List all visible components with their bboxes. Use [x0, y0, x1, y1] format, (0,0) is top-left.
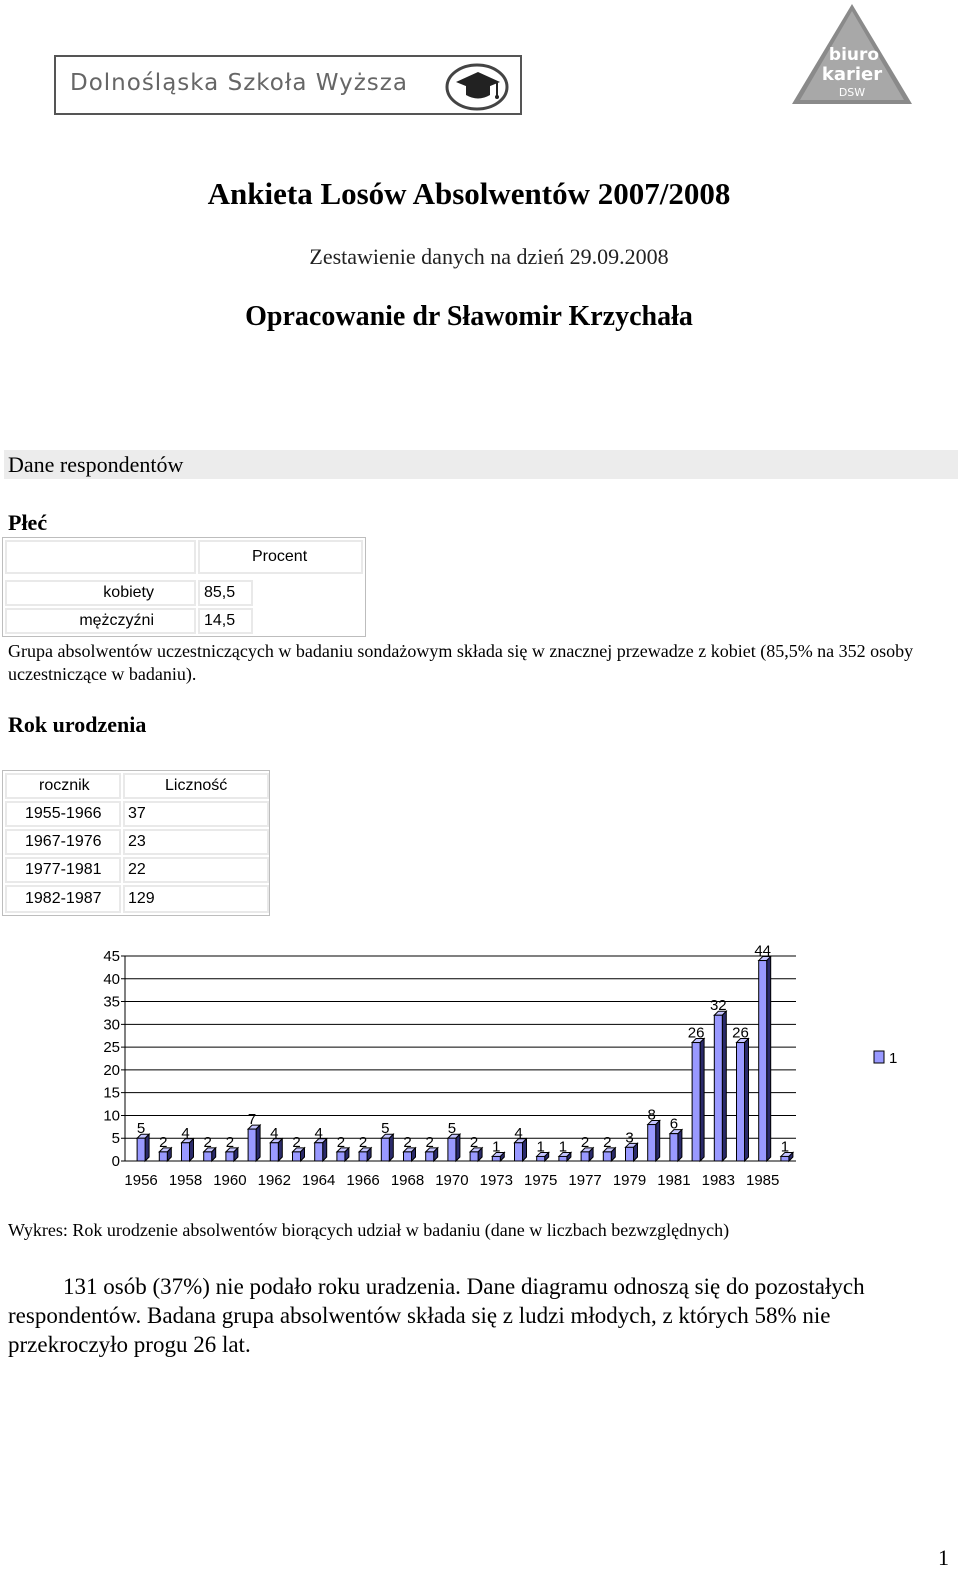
bar-value-label: 32 [709, 997, 727, 1015]
bar-side [745, 1039, 749, 1161]
bar-value-label: 44 [754, 942, 772, 960]
bar [248, 1129, 256, 1161]
bar-value-label: 2 [336, 1133, 346, 1151]
gender-column-header: Procent [252, 548, 308, 565]
bar-value-label: 5 [381, 1120, 390, 1138]
x-tick-label: 1983 [701, 1172, 735, 1189]
bar [137, 1138, 145, 1161]
bar-side [323, 1139, 327, 1161]
bar [626, 1147, 634, 1161]
bar-value-label: 2 [159, 1133, 168, 1151]
bar-value-label: 2 [580, 1133, 590, 1151]
x-tick-label: 1958 [168, 1172, 203, 1189]
table-row-value [123, 801, 269, 827]
bar-side [678, 1130, 682, 1161]
bar-value-label: 4 [270, 1124, 279, 1142]
bar-side [523, 1139, 527, 1161]
table-row-label [5, 608, 196, 634]
table-row-label [5, 829, 121, 855]
bar [159, 1152, 167, 1161]
date-line: Zestawienie danych na dzień 29.09.2008 [309, 244, 669, 269]
bar-value-label: 8 [647, 1106, 656, 1124]
table-row-value [198, 580, 253, 606]
bar-value-label: 2 [603, 1133, 612, 1151]
bar [692, 1043, 700, 1161]
birth-year-table [2, 770, 270, 916]
school-name: Dolnośląska Szkoła Wyższa [70, 70, 408, 96]
x-tick-label: 1968 [390, 1172, 425, 1189]
birth-year-chart [96, 938, 916, 1200]
bar-value-label: 3 [625, 1129, 634, 1147]
birth-year-heading: Rok urodzenia [8, 712, 147, 737]
legend-label: 1 [889, 1050, 898, 1067]
bar [448, 1138, 456, 1161]
birth-row-label: 1955-1966 [25, 805, 102, 822]
table-header-empty [5, 540, 196, 574]
bar-side [700, 1039, 704, 1161]
y-tick-label: 25 [103, 1039, 120, 1057]
bar-value-label: 1 [492, 1138, 501, 1156]
bar [648, 1125, 656, 1161]
gender-row-value: 85,5 [204, 584, 236, 601]
bar [293, 1152, 301, 1161]
bar-value-label: 5 [447, 1120, 457, 1138]
bar [204, 1152, 212, 1161]
section-title: Dane respondentów [8, 452, 184, 477]
bar [515, 1143, 523, 1161]
bar [781, 1156, 789, 1161]
bar-side [389, 1134, 393, 1161]
bar [559, 1156, 567, 1161]
gender-row-label: mężczyźni [79, 612, 154, 629]
bar [359, 1152, 367, 1161]
x-tick-label: 1962 [257, 1172, 291, 1189]
bar [581, 1152, 589, 1161]
career-office-logo [790, 2, 914, 106]
x-tick-label: 1956 [124, 1172, 158, 1189]
birth-row-value: 129 [128, 890, 155, 907]
bar-side [278, 1139, 282, 1161]
bar [537, 1156, 545, 1161]
career-logo-line1: biuro [828, 45, 880, 65]
x-tick-label: 1975 [524, 1172, 558, 1189]
x-tick-label: 1966 [346, 1172, 380, 1189]
table-row-label [5, 857, 121, 883]
x-tick-label: 1981 [657, 1172, 691, 1189]
y-tick-label: 5 [111, 1130, 120, 1148]
bar-value-label: 2 [225, 1133, 235, 1151]
bar [226, 1152, 234, 1161]
x-tick-label: 1960 [213, 1172, 247, 1189]
x-tick-label: 1970 [435, 1172, 469, 1189]
bar-value-label: 26 [732, 1024, 749, 1042]
table-row-value [123, 829, 269, 855]
bar [759, 961, 767, 1161]
bar-value-label: 1 [558, 1138, 568, 1156]
bar-value-label: 1 [780, 1138, 790, 1156]
bar-value-label: 7 [247, 1111, 257, 1129]
bar-value-label: 2 [358, 1133, 368, 1151]
bar [670, 1134, 678, 1161]
school-logo [54, 55, 522, 115]
career-logo-line3: DSW [838, 86, 866, 99]
table-row-label [5, 801, 121, 827]
document-title: Ankieta Losów Absolwentów 2007/2008 [207, 176, 731, 211]
page-number: 1 [938, 1545, 949, 1570]
birth-row-value: 22 [128, 861, 146, 878]
table-row-label [5, 580, 196, 606]
bar-value-label: 4 [181, 1124, 190, 1142]
bar-value-label: 2 [425, 1133, 434, 1151]
bar-side [145, 1134, 149, 1161]
gender-row-label: kobiety [103, 584, 154, 601]
bar-side [256, 1125, 260, 1161]
y-tick-label: 20 [103, 1061, 120, 1079]
gender-row-value: 14,5 [204, 612, 236, 629]
bar-side [456, 1134, 460, 1161]
bar-value-label: 4 [514, 1124, 523, 1142]
table-header-cell [123, 773, 269, 799]
bar-side [767, 957, 771, 1161]
y-tick-label: 30 [103, 1016, 120, 1034]
table-row-value [123, 857, 269, 883]
bar-value-label: 26 [687, 1024, 705, 1042]
bar-side [656, 1121, 660, 1161]
y-tick-label: 10 [103, 1107, 120, 1125]
bar [492, 1156, 500, 1161]
bar [337, 1152, 345, 1161]
birth-row-value: 23 [128, 833, 146, 850]
y-tick-label: 15 [103, 1084, 120, 1102]
birth-row-label: 1982-1987 [25, 890, 102, 907]
bar-value-label: 6 [669, 1115, 679, 1133]
table-header-cell [5, 773, 121, 799]
x-tick-label: 1985 [746, 1172, 780, 1189]
birth-col-label: rocznik [39, 777, 90, 794]
birth-row-value: 37 [128, 805, 146, 822]
table-row-value [198, 608, 253, 634]
bar [182, 1143, 190, 1161]
x-tick-label: 1977 [568, 1172, 602, 1189]
bar-side [722, 1011, 726, 1161]
bar [470, 1152, 478, 1161]
gender-heading: Płeć [8, 510, 48, 535]
y-tick-label: 45 [103, 948, 120, 965]
author-line: Opracowanie dr Sławomir Krzychała [245, 301, 693, 332]
gender-description: Grupa absolwentów uczestniczących w badaniu sondażowym składa się w znacznej przewadze z kobiet (85,5% na 352 osoby uczestniczące w badaniu). [8, 641, 914, 684]
gender-table [2, 537, 366, 637]
bar-value-label: 1 [536, 1138, 545, 1156]
summary-text: 131 osób (37%) nie podało roku uradzenia. Dane diagramu odnoszą się do pozostałych respondentów. Badana grupa absolwentów składa się z ludzi młodych, z których 58% nie przekroczyło progu 26 lat. [8, 1274, 865, 1357]
y-tick-label: 35 [103, 993, 120, 1011]
bar-value-label: 2 [469, 1133, 479, 1151]
bar [404, 1152, 412, 1161]
bar [714, 1015, 722, 1161]
birth-row-label: 1967-1976 [25, 833, 102, 850]
bar [270, 1143, 278, 1161]
summary-paragraph [8, 1272, 953, 1359]
graduation-cap-icon [442, 60, 512, 112]
birth-row-label: 1977-1981 [25, 861, 102, 878]
table-header-cell [198, 540, 363, 574]
y-tick-label: 0 [111, 1153, 120, 1170]
bar [315, 1143, 323, 1161]
table-row-label [5, 885, 121, 913]
bar [737, 1043, 745, 1161]
bar [603, 1152, 611, 1161]
legend-swatch [874, 1051, 884, 1063]
x-tick-label: 1979 [612, 1172, 647, 1189]
bar-value-label: 2 [203, 1133, 212, 1151]
bar-value-label: 5 [136, 1120, 146, 1138]
y-tick-label: 40 [103, 970, 120, 988]
x-tick-label: 1964 [302, 1172, 336, 1189]
table-row-value [123, 885, 269, 913]
bar-side [190, 1139, 194, 1161]
chart-caption: Wykres: Rok urodzenie absolwentów biorących udział w badaniu (dane w liczbach bezwzględnych) [8, 1220, 730, 1240]
career-logo-line2: karier [821, 64, 883, 85]
bar-value-label: 4 [314, 1124, 323, 1142]
x-tick-label: 1973 [479, 1172, 513, 1189]
birth-col-value: Liczność [165, 777, 228, 794]
bar-value-label: 2 [403, 1133, 412, 1151]
bar [426, 1152, 434, 1161]
bar [381, 1138, 389, 1161]
bar-value-label: 2 [292, 1133, 301, 1151]
